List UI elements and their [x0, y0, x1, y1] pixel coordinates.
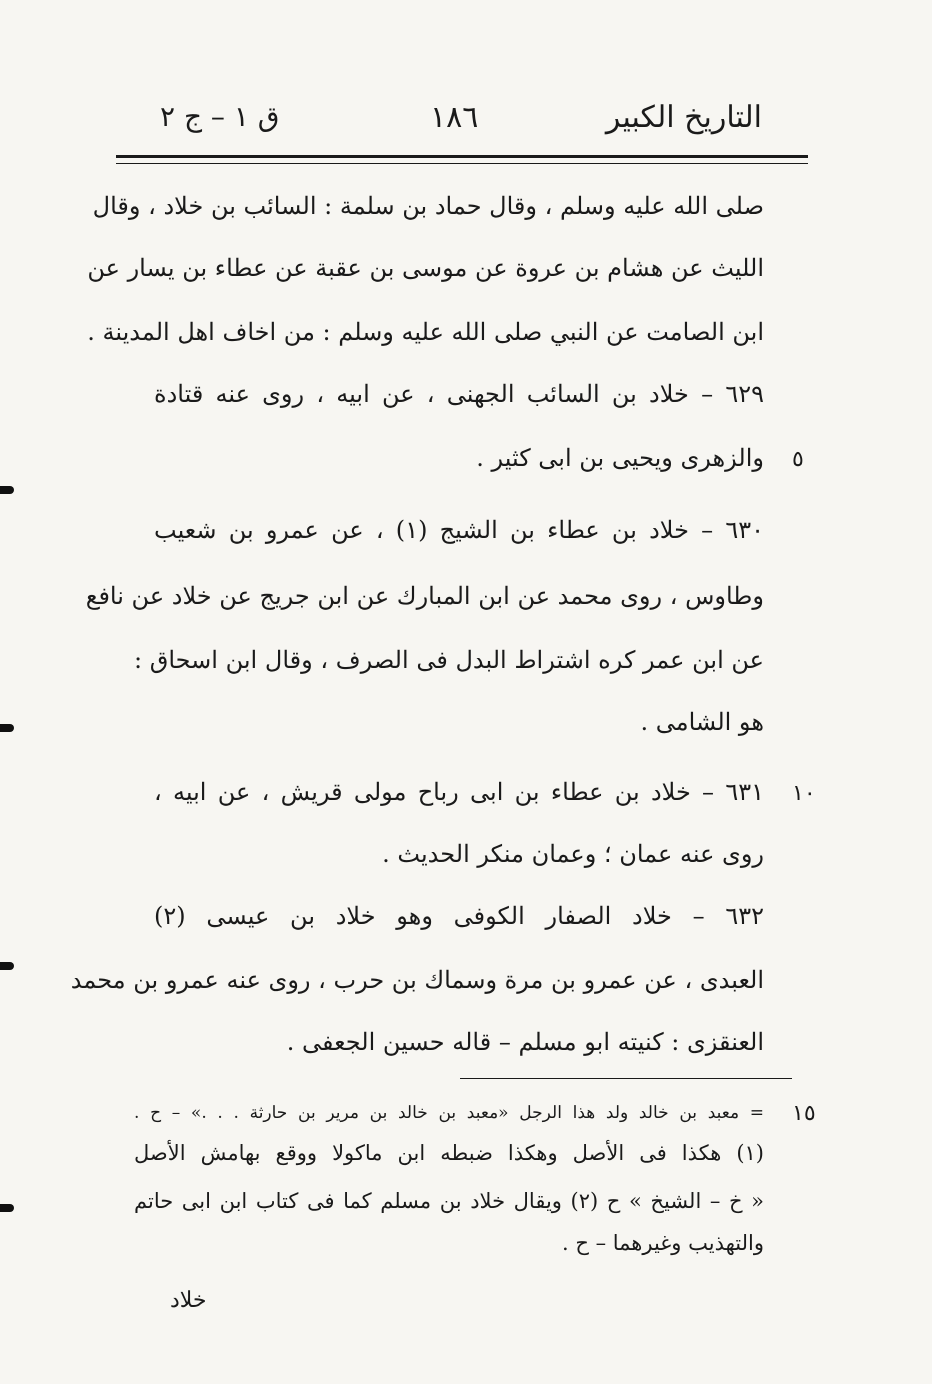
footnote-1: (١) هكذا فى الأصل وهكذا ضبطه ابن ماكولا ووقع بهامش الأصل	[134, 1141, 764, 1165]
margin-mark	[0, 486, 14, 494]
catchword: خلاد	[170, 1288, 207, 1313]
body-line: والزهرى ويحيى بن ابى كثير .	[476, 444, 764, 472]
line-number-10: ١٠	[792, 781, 816, 806]
entry-632: ٦٣٢ – خلاد الصفار الكوفى وهو خلاد بن عيسى (٢)	[154, 902, 764, 930]
running-header	[140, 100, 780, 150]
entry-629: ٦٢٩ – خلاد بن السائب الجهنى ، عن ابيه ، روى عنه قتادة	[154, 380, 764, 408]
body-line: روى عنه عمان ؛ وعمان منكر الحديث .	[382, 840, 764, 868]
header-rule-thick	[116, 155, 808, 158]
footnote-line: والتهذيب وغيرهما – ح .	[562, 1231, 764, 1255]
footnote-2: « خ – الشيخ » ح (٢) ويقال خلاد بن مسلم كما فى كتاب ابن ابى حاتم	[134, 1189, 764, 1213]
body-line: العنقزى : كنيته ابو مسلم – قاله حسين الجعفى .	[286, 1028, 764, 1056]
body-line: ابن الصامت عن النبي صلى الله عليه وسلم : من اخاف اهل المدينة .	[87, 318, 764, 346]
entry-630: ٦٣٠ – خلاد بن عطاء بن الشيج (١) ، عن عمرو بن شعيب	[154, 516, 764, 544]
book-title: التاريخ الكبير	[605, 100, 762, 135]
footnote-rule	[460, 1078, 792, 1079]
body-line: هو الشامى .	[640, 708, 764, 736]
body-line: الليث عن هشام بن عروة عن موسى بن عقبة عن عطاء بن يسار عن	[87, 254, 764, 282]
page-number: ١٨٦	[430, 100, 479, 135]
body-line: صلى الله عليه وسلم ، وقال حماد بن سلمة : السائب بن خلاد ، وقال	[92, 192, 764, 220]
entry-631: ٦٣١ – خلاد بن عطاء بن ابى رباح مولى قريش ، عن ابيه ،	[154, 778, 764, 806]
margin-mark	[0, 724, 14, 732]
body-line: العبدى ، عن عمرو بن مرة وسماك بن حرب ، روى عنه عمرو بن محمد	[70, 966, 764, 994]
volume-indicator: ق ١ – ج ٢	[160, 100, 280, 133]
body-line: وطاوس ، روى محمد عن ابن المبارك عن ابن جريج عن خلاد عن نافع	[85, 582, 764, 610]
body-line: عن ابن عمر كره اشتراط البدل فى الصرف ، وقال ابن اسحاق :	[134, 646, 764, 674]
header-rule-thin	[116, 163, 808, 164]
margin-mark	[0, 1204, 14, 1212]
line-number-5: ٥	[792, 447, 804, 472]
footnote-continuation: = معبد بن خالد ولد هذا الرجل «معبد بن خالد بن مرير بن حارثة . . .» – ح .	[134, 1103, 764, 1123]
line-number-15: ١٥	[792, 1101, 816, 1126]
margin-mark	[0, 962, 14, 970]
